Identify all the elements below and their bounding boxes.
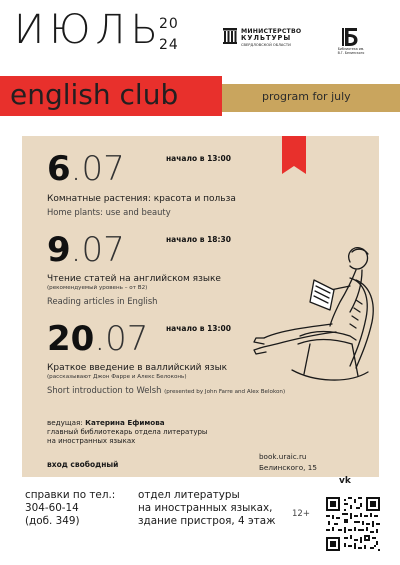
event-3-start: начало в 13:00 [166, 324, 231, 333]
event-3-note-en: (presented by John Farre and Alex Belokon) [164, 389, 286, 395]
event-3-date [47, 319, 149, 359]
ministry-line2: КУЛЬТУРЫ [241, 34, 292, 42]
host-name: Катерина Ефимова [85, 418, 165, 427]
event-3-note-ru: (рассказывают Джон Фарре и Алекс Белоконь) [47, 374, 187, 380]
library-logo [336, 26, 366, 60]
department-line1: отдел литературы [138, 489, 240, 501]
event-2-start: начало в 18:30 [166, 235, 231, 244]
ministry-line1: МИНИСТЕРСТВО [241, 28, 302, 35]
event-2-date [47, 230, 125, 270]
department-line2: на иностранных языках, [138, 502, 273, 514]
event-1-title-en: Home plants: use and beauty [47, 207, 171, 217]
club-title-band [0, 76, 222, 116]
street-address: Белинского, 15 [259, 463, 317, 472]
ministry-line3: СВЕРДЛОВСКОЙ ОБЛАСТИ [241, 43, 291, 47]
event-3-title-en: Short introduction to Welsh [47, 385, 162, 395]
website-link[interactable]: book.uraic.ru [259, 452, 307, 461]
event-3-day: 20 [47, 319, 95, 359]
month-title: ИЮЛЬ [14, 7, 163, 53]
phone-number[interactable]: 304-60-14 [25, 502, 79, 514]
event-3-month: .07 [94, 319, 149, 359]
event-3-title-ru: Краткое введение в валлийский язык [47, 363, 228, 373]
event-3-title-en-row [47, 385, 285, 396]
host-role-2: на иностранных языках [47, 437, 136, 445]
event-2-day: 9 [47, 230, 71, 270]
event-2-title-en: Reading articles in English [47, 296, 158, 306]
qr-code-icon[interactable] [326, 497, 380, 551]
phone-extension: (доб. 349) [25, 515, 80, 527]
event-2-month: .07 [70, 230, 125, 270]
phone-label: справки по тел.: [25, 489, 116, 501]
club-title: english club [10, 78, 179, 111]
department-line3: здание пристроя, 4 этаж [138, 515, 276, 527]
library-caption: Библиотека им. В.Г. Белинского [337, 47, 365, 55]
ministry-logo [223, 26, 303, 54]
event-1-date [47, 149, 125, 189]
host-role-1: главный библиотекарь отдела литературы [47, 428, 208, 436]
host-line [47, 418, 165, 427]
library-emblem-icon [336, 26, 366, 48]
event-2-title-ru: Чтение статей на английском языке [47, 274, 221, 284]
free-entry: вход свободный [47, 460, 119, 469]
ministry-emblem-icon [223, 28, 237, 44]
event-2-note-ru: (рекомендуемый уровень – от В2) [47, 285, 148, 291]
program-title: program for july [262, 90, 351, 103]
year-top: 20 [159, 16, 179, 32]
bookmark-ribbon-icon [282, 136, 306, 174]
reading-man-illustration [252, 240, 382, 390]
event-1-day: 6 [47, 149, 71, 189]
age-rating: 12+ [292, 509, 310, 519]
vk-icon[interactable]: vk [339, 476, 351, 486]
program-band [222, 84, 400, 112]
event-1-start: начало в 13:00 [166, 154, 231, 163]
year-bottom: 24 [159, 37, 179, 53]
event-1-title-ru: Комнатные растения: красота и польза [47, 194, 236, 204]
host-label: ведущая: [47, 418, 86, 427]
event-1-month: .07 [70, 149, 125, 189]
